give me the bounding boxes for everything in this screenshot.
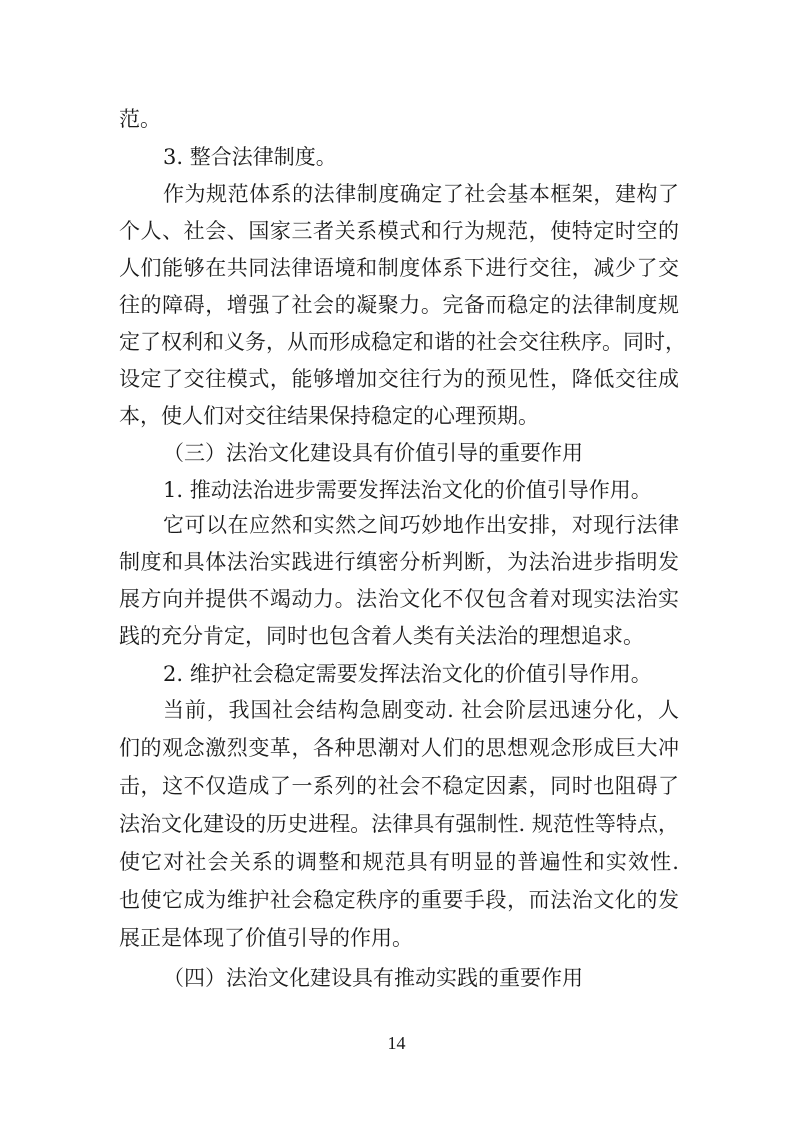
- item-heading: 2. 维护社会稳定需要发挥法治文化的价值引导作用。: [163, 662, 652, 686]
- text-line: 使它对社会关系的调整和规范具有明显的普遍性和实效性.: [119, 850, 679, 874]
- text-line: 范。: [119, 107, 161, 131]
- page-number: 14: [387, 1033, 406, 1053]
- text-line: 法治文化建设的历史进程。法律具有强制性. 规范性等特点，: [119, 812, 679, 836]
- text-line: 人们能够在共同法律语境和制度体系下进行交往，减少了交: [119, 256, 679, 280]
- text-line: 也使它成为维护社会稳定秩序的重要手段，而法治文化的发: [119, 888, 679, 912]
- section-heading-4: （四）法治文化建设具有推动实践的重要作用: [163, 966, 583, 990]
- item-heading: 1. 推动法治进步需要发挥法治文化的价值引导作用。: [163, 478, 652, 502]
- text-line: 践的充分肯定，同时也包含着人类有关法治的理想追求。: [119, 624, 644, 648]
- text-line: 击，这不仅造成了一系列的社会不稳定因素，同时也阻碍了: [119, 774, 679, 798]
- text-line: 定了权利和义务，从而形成稳定和谐的社会交往秩序。同时，: [119, 330, 686, 354]
- text-line: 展正是体现了价值引导的作用。: [119, 926, 413, 950]
- text-line: 个人、社会、国家三者关系模式和行为规范，使特定时空的: [119, 219, 679, 243]
- text-line: 当前，我国社会结构急剧变动. 社会阶层迅速分化，人: [163, 698, 679, 722]
- text-line: 往的障碍，增强了社会的凝聚力。完备而稳定的法律制度规: [119, 293, 679, 317]
- text-line: 展方向并提供不竭动力。法治文化不仅包含着对现实法治实: [119, 587, 679, 611]
- section-heading: （三）法治文化建设具有价值引导的重要作用: [163, 441, 583, 465]
- text-line: 设定了交往模式，能够增加交往行为的预见性，降低交往成: [119, 367, 679, 391]
- text-line: 制度和具体法治实践进行缜密分析判断，为法治进步指明发: [119, 550, 679, 574]
- text-line: 们的观念激烈变革，各种思潮对人们的思想观念形成巨大冲: [119, 736, 679, 760]
- item-heading: 3. 整合法律制度。: [163, 145, 337, 169]
- text-line: 作为规范体系的法律制度确定了社会基本框架，建构了: [163, 182, 679, 206]
- text-line: 它可以在应然和实然之间巧妙地作出安排，对现行法律: [163, 513, 679, 537]
- text-line: 本，使人们对交往结果保持稳定的心理预期。: [119, 404, 539, 428]
